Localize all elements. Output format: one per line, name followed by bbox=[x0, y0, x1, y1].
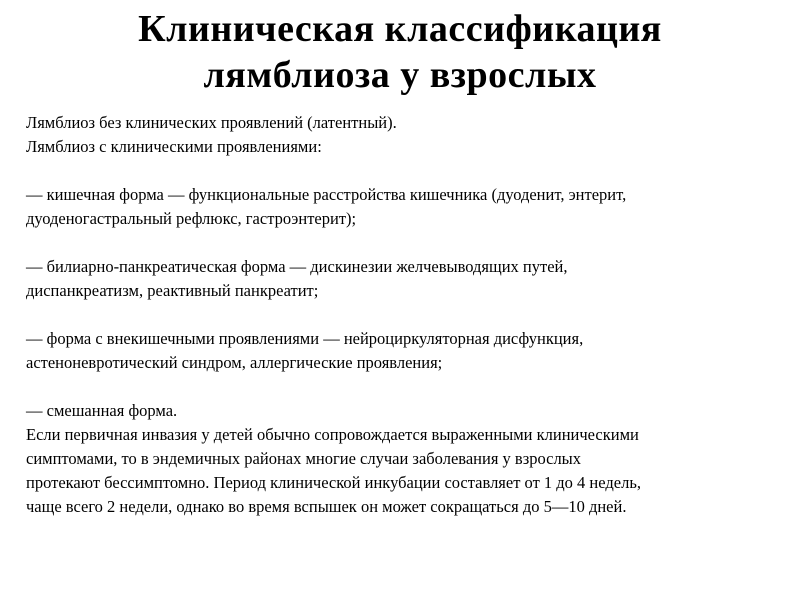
spacer bbox=[26, 303, 786, 327]
slide-title bbox=[0, 0, 800, 98]
clinical-forms-heading: Лямблиоз с клиническими проявлениями: bbox=[26, 137, 322, 156]
extraintestinal-form-line-2: астеноневротический синдром, аллергические проявления; bbox=[26, 353, 443, 372]
note-line-2: симптомами, то в эндемичных районах многие случаи заболевания у взрослых bbox=[26, 449, 582, 468]
slide-body bbox=[26, 111, 786, 519]
title-line-1: Клиническая классификация bbox=[138, 8, 662, 50]
latent-form-text: Лямблиоз без клинических проявлений (латентный). bbox=[26, 113, 397, 132]
note-line-1: Если первичная инвазия у детей обычно сопровождается выраженными клиническими bbox=[26, 425, 639, 444]
note-line-4: чаще всего 2 недели, однако во время вспышек он может сокращаться до 5—10 дней. bbox=[26, 497, 627, 516]
intestinal-form-line-1: — кишечная форма — функциональные расстройства кишечника (дуоденит, энтерит, bbox=[26, 185, 627, 204]
biliary-form-line-1: — билиарно-панкреатическая форма — дискинезии желчевыводящих путей, bbox=[26, 257, 568, 276]
note-line-3: протекают бессимптомно. Период клинической инкубации составляет от 1 до 4 недель, bbox=[26, 473, 641, 492]
title-line-2: лямблиоза у взрослых bbox=[203, 54, 597, 96]
biliary-form-line-2: диспанкреатизм, реактивный панкреатит; bbox=[26, 281, 319, 300]
mixed-form-text: — смешанная форма. bbox=[26, 401, 178, 420]
spacer bbox=[26, 231, 786, 255]
spacer bbox=[26, 375, 786, 399]
intestinal-form-line-2: дуоденогастральный рефлюкс, гастроэнтерит); bbox=[26, 209, 357, 228]
extraintestinal-form-line-1: — форма с внекишечными проявлениями — нейроциркуляторная дисфункция, bbox=[26, 329, 584, 348]
spacer bbox=[26, 159, 786, 183]
